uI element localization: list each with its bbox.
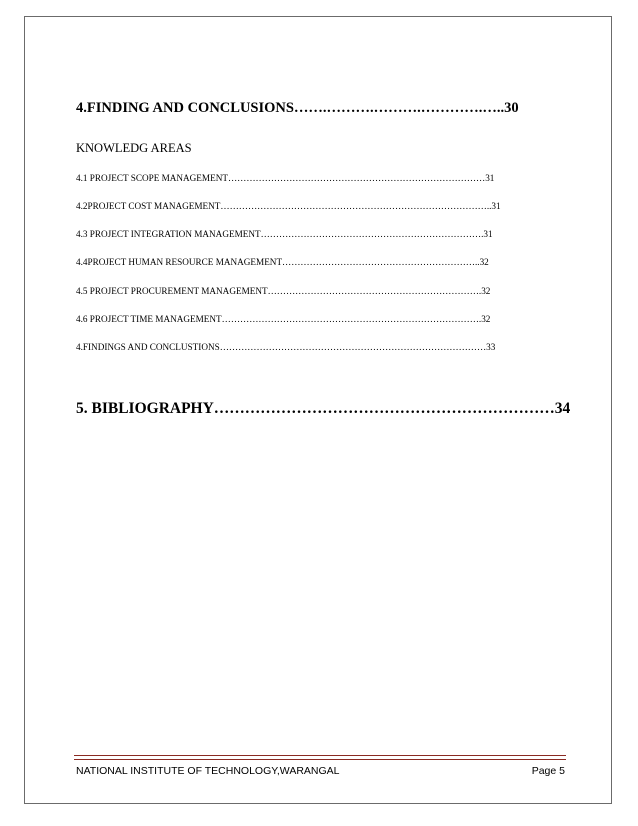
toc-chapter-4-heading: 4.FINDING AND CONCLUSIONS…….……….……….………….…..30 — [76, 100, 519, 116]
toc-entry-findings: 4.FINDINGS AND CONCLUSTIONS……………………………………………………………………………33 — [76, 342, 496, 352]
toc-entry-integration: 4.3 PROJECT INTEGRATION MANAGEMENT……………………………………………………………….31 — [76, 229, 493, 239]
footer-page-number: Page 5 — [531, 765, 565, 777]
toc-entry-cost: 4.2PROJECT COST MANAGEMENT……………………………………………………………………………..31 — [76, 201, 501, 211]
footer-rule-top — [74, 755, 566, 756]
toc-knowledge-areas-heading: KNOWLEDG AREAS — [76, 141, 192, 155]
toc-entry-time: 4.6 PROJECT TIME MANAGEMENT………………………………………………………………………….32 — [76, 314, 491, 324]
toc-entry-scope: 4.1 PROJECT SCOPE MANAGEMENT…………………………………………………………………………31 — [76, 173, 495, 183]
footer-rule-bottom — [74, 759, 566, 760]
toc-entry-human-resource: 4.4PROJECT HUMAN RESOURCE MANAGEMENT………………………………………………………..32 — [76, 257, 489, 267]
toc-chapter-5-heading: 5. BIBLIOGRAPHY…………………………………………………………34 — [76, 400, 571, 417]
footer-institute: NATIONAL INSTITUTE OF TECHNOLOGY,WARANGAL — [76, 765, 340, 777]
toc-entry-procurement: 4.5 PROJECT PROCUREMENT MANAGEMENT…………………………………………………………….32 — [76, 286, 491, 296]
